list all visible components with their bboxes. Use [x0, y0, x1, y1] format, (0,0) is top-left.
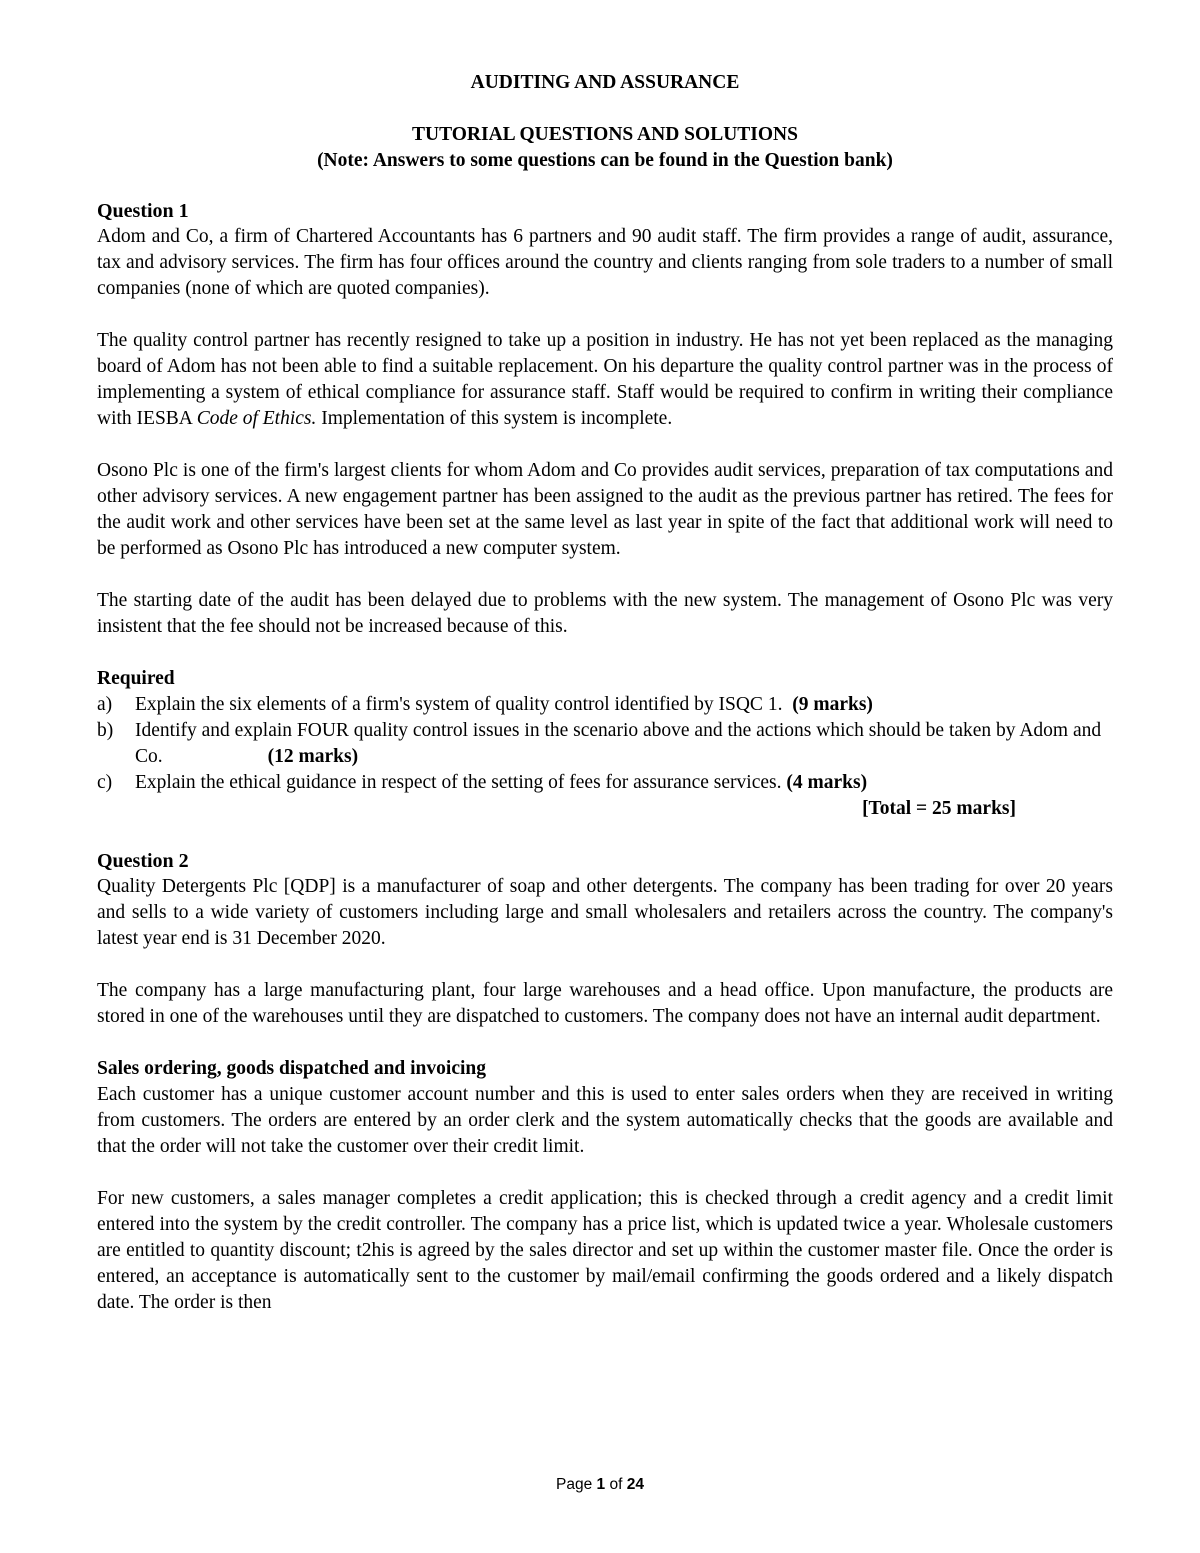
requirement-marks: (12 marks) — [267, 746, 359, 767]
question-1-paragraph-4: The starting date of the audit has been delayed due to problems with the new system. The management of Osono Plc was very insistent that the fee should not be increased because of this. — [97, 590, 1113, 637]
question-1-paragraph-3: Osono Plc is one of the firm's largest clients for whom Adom and Co provides audit services, preparation of tax computations and other advisory services. A new engagement partner has been assigned to the audit as the previous partner has retired. The fees for the audit work and other services have been set at the same level as last year in spite of the fact that additional work will need to be performed as Osono Plc has introduced a new computer system. — [97, 460, 1113, 559]
question-1-paragraph-2-tail: Implementation of this system is incomplete. — [321, 408, 673, 429]
page-footer — [0, 1476, 1200, 1494]
requirement-text: Explain the ethical guidance in respect of the setting of fees for assurance services. — [135, 772, 782, 793]
requirements-list — [97, 692, 1113, 796]
requirement-item — [97, 692, 1113, 718]
sales-section-paragraph-1: Each customer has a unique customer account number and this is used to enter sales orders when they are received in writing from customers. The orders are entered by an order clerk and the system automatically checks that the goods are available and that the order will not take the customer over their credit limit. — [97, 1084, 1113, 1157]
requirement-text: Identify and explain FOUR quality control issues in the scenario above and the actions which should be taken by Adom and Co. — [135, 720, 1102, 767]
document-subtitle: TUTORIAL QUESTIONS AND SOLUTIONS — [412, 124, 798, 145]
requirement-text: Explain the six elements of a firm's system of quality control identified by ISQC 1. — [135, 694, 783, 715]
question-2-heading: Question 2 — [97, 850, 189, 872]
required-heading: Required — [97, 668, 175, 689]
requirement-item — [97, 770, 1113, 796]
question-2-paragraph-2: The company has a large manufacturing plant, four large warehouses and a head office. Upon manufacture, the products are stored in one of the warehouses until they are dispatched to customers. The company does not have an internal audit department. — [97, 980, 1113, 1027]
total-pages: 24 — [626, 1476, 644, 1493]
page-label: Page — [556, 1476, 593, 1493]
document-note: (Note: Answers to some questions can be found in the Question bank) — [317, 150, 893, 171]
requirement-label: c) — [97, 772, 113, 793]
requirement-label: a) — [97, 694, 113, 715]
question-1-paragraph-1: Adom and Co, a firm of Chartered Accountants has 6 partners and 90 audit staff. The firm provides a range of audit, assurance, tax and advisory services. The firm has four offices around the country and clients ranging from sole traders to a number of small companies (none of which are quoted companies). — [97, 226, 1113, 299]
question-1-heading: Question 1 — [97, 200, 189, 222]
requirement-marks: (4 marks) — [786, 772, 868, 793]
requirement-item — [97, 718, 1113, 770]
requirement-label: b) — [97, 720, 114, 741]
total-marks: [Total = 25 marks] — [862, 798, 1016, 819]
code-of-ethics-italic: Code of Ethics. — [196, 408, 317, 429]
document-title: AUDITING AND ASSURANCE — [470, 72, 740, 93]
question-1-paragraph-2 — [97, 328, 1113, 432]
sales-section-heading: Sales ordering, goods dispatched and invoicing — [97, 1058, 486, 1079]
of-label: of — [609, 1476, 623, 1493]
document-page — [97, 70, 1113, 1342]
sales-section-paragraph-2: For new customers, a sales manager completes a credit application; this is checked through a credit agency and a credit limit entered into the system by the credit controller. The company has a price list, which is updated twice a year. Wholesale customers are entitled to quantity discount; t2his is agreed by the sales director and set up within the customer master file. Once the order is entered, an acceptance is automatically sent to the customer by mail/email confirming the goods ordered and a likely dispatch date. The order is then — [97, 1188, 1113, 1313]
requirement-marks: (9 marks) — [792, 694, 873, 715]
page-number: 1 — [596, 1476, 606, 1493]
question-1-paragraph-2-text: The quality control partner has recently resigned to take up a position in industry. He has not yet been replaced as the managing board of Adom has not been able to find a suitable replacement. On his departure the quality control partner was in the process of implementing a system of ethical compliance for assurance staff. Staff would be required to confirm in writing their compliance with IESBA — [97, 330, 1113, 429]
question-2-paragraph-1: Quality Detergents Plc [QDP] is a manufacturer of soap and other detergents. The company has been trading for over 20 years and sells to a wide variety of customers including large and small wholesalers and retailers across the country. The company's latest year end is 31 December 2020. — [97, 876, 1113, 949]
